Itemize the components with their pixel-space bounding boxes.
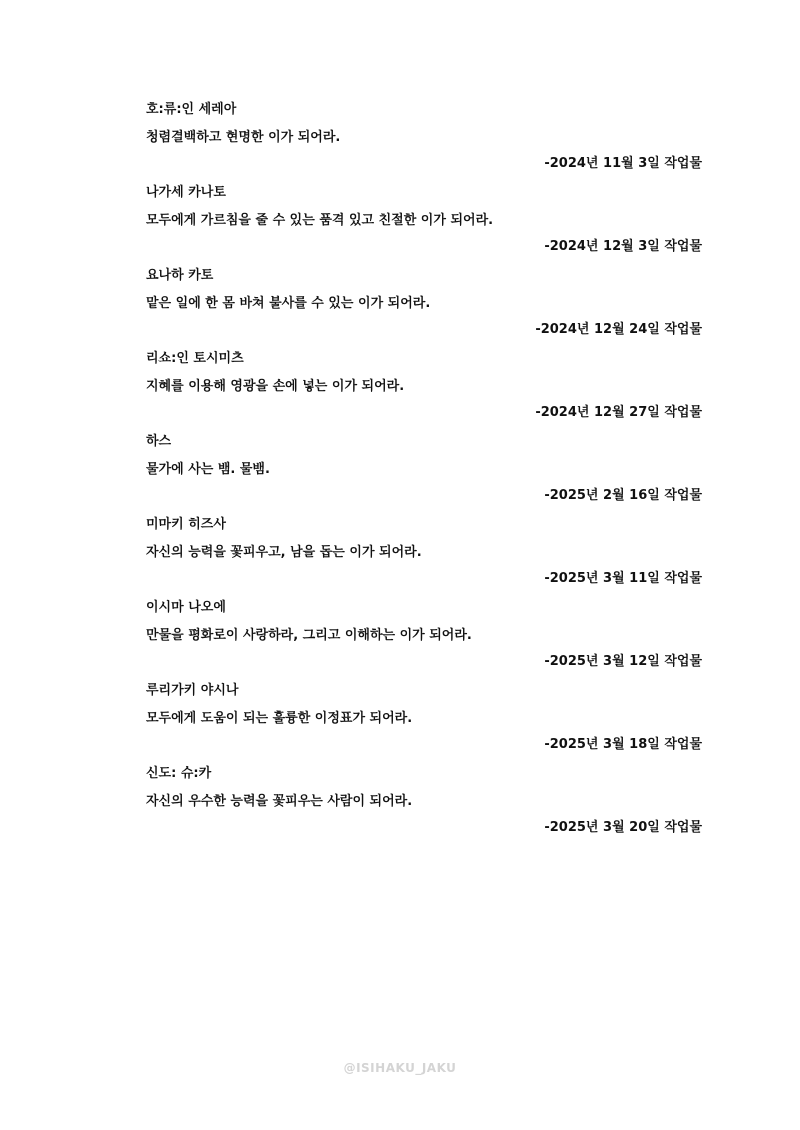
entry (146, 762, 702, 845)
entry-date: -2025년 2월 16일 작업물 (544, 488, 702, 503)
entry-date: -2025년 3월 11일 작업물 (544, 571, 702, 586)
entry-name: 하스 (146, 434, 172, 449)
entry-meaning: 만물을 평화로이 사랑하라, 그리고 이해하는 이가 되어라. (146, 628, 472, 643)
entry-name: 신도: 슈:카 (146, 766, 212, 781)
entry (146, 679, 702, 762)
entry-name: 리쇼:인 토시미츠 (146, 351, 244, 366)
entry-list (146, 98, 702, 845)
entry-date: -2025년 3월 20일 작업물 (544, 820, 702, 835)
entry-date: -2025년 3월 18일 작업물 (544, 737, 702, 752)
entry (146, 98, 702, 181)
entry (146, 347, 702, 430)
entry (146, 264, 702, 347)
entry-name: 호:류:인 세레아 (146, 102, 237, 117)
entry-name: 미마키 히즈사 (146, 517, 226, 532)
entry-name: 루리가키 야시나 (146, 683, 239, 698)
entry (146, 430, 702, 513)
watermark: @ISIHAKU_JAKU (343, 1061, 457, 1075)
entry (146, 181, 702, 264)
entry-name: 요나하 카토 (146, 268, 214, 283)
entry-date: -2024년 12월 27일 작업물 (535, 405, 702, 420)
entry-date: -2024년 11월 3일 작업물 (544, 156, 702, 171)
entry-date: -2024년 12월 24일 작업물 (535, 322, 702, 337)
entry-meaning: 모두에게 가르침을 줄 수 있는 품격 있고 친절한 이가 되어라. (146, 213, 494, 228)
entry-meaning: 모두에게 도움이 되는 훌륭한 이정표가 되어라. (146, 711, 413, 726)
entry-meaning: 자신의 우수한 능력을 꽃피우는 사람이 되어라. (146, 794, 413, 809)
entry (146, 596, 702, 679)
entry-meaning: 물가에 사는 뱀. 물뱀. (146, 462, 270, 477)
entry-meaning: 청렴결백하고 현명한 이가 되어라. (146, 130, 341, 145)
entry-date: -2024년 12월 3일 작업물 (544, 239, 702, 254)
entry-meaning: 맡은 일에 한 몸 바쳐 불사를 수 있는 이가 되어라. (146, 296, 431, 311)
entry (146, 513, 702, 596)
entry-meaning: 자신의 능력을 꽃피우고, 남을 돕는 이가 되어라. (146, 545, 422, 560)
entry-name: 이시마 나오에 (146, 600, 226, 615)
entry-meaning: 지혜를 이용해 영광을 손에 넣는 이가 되어라. (146, 379, 405, 394)
entry-date: -2025년 3월 12일 작업물 (544, 654, 702, 669)
entry-name: 나가세 카나토 (146, 185, 226, 200)
